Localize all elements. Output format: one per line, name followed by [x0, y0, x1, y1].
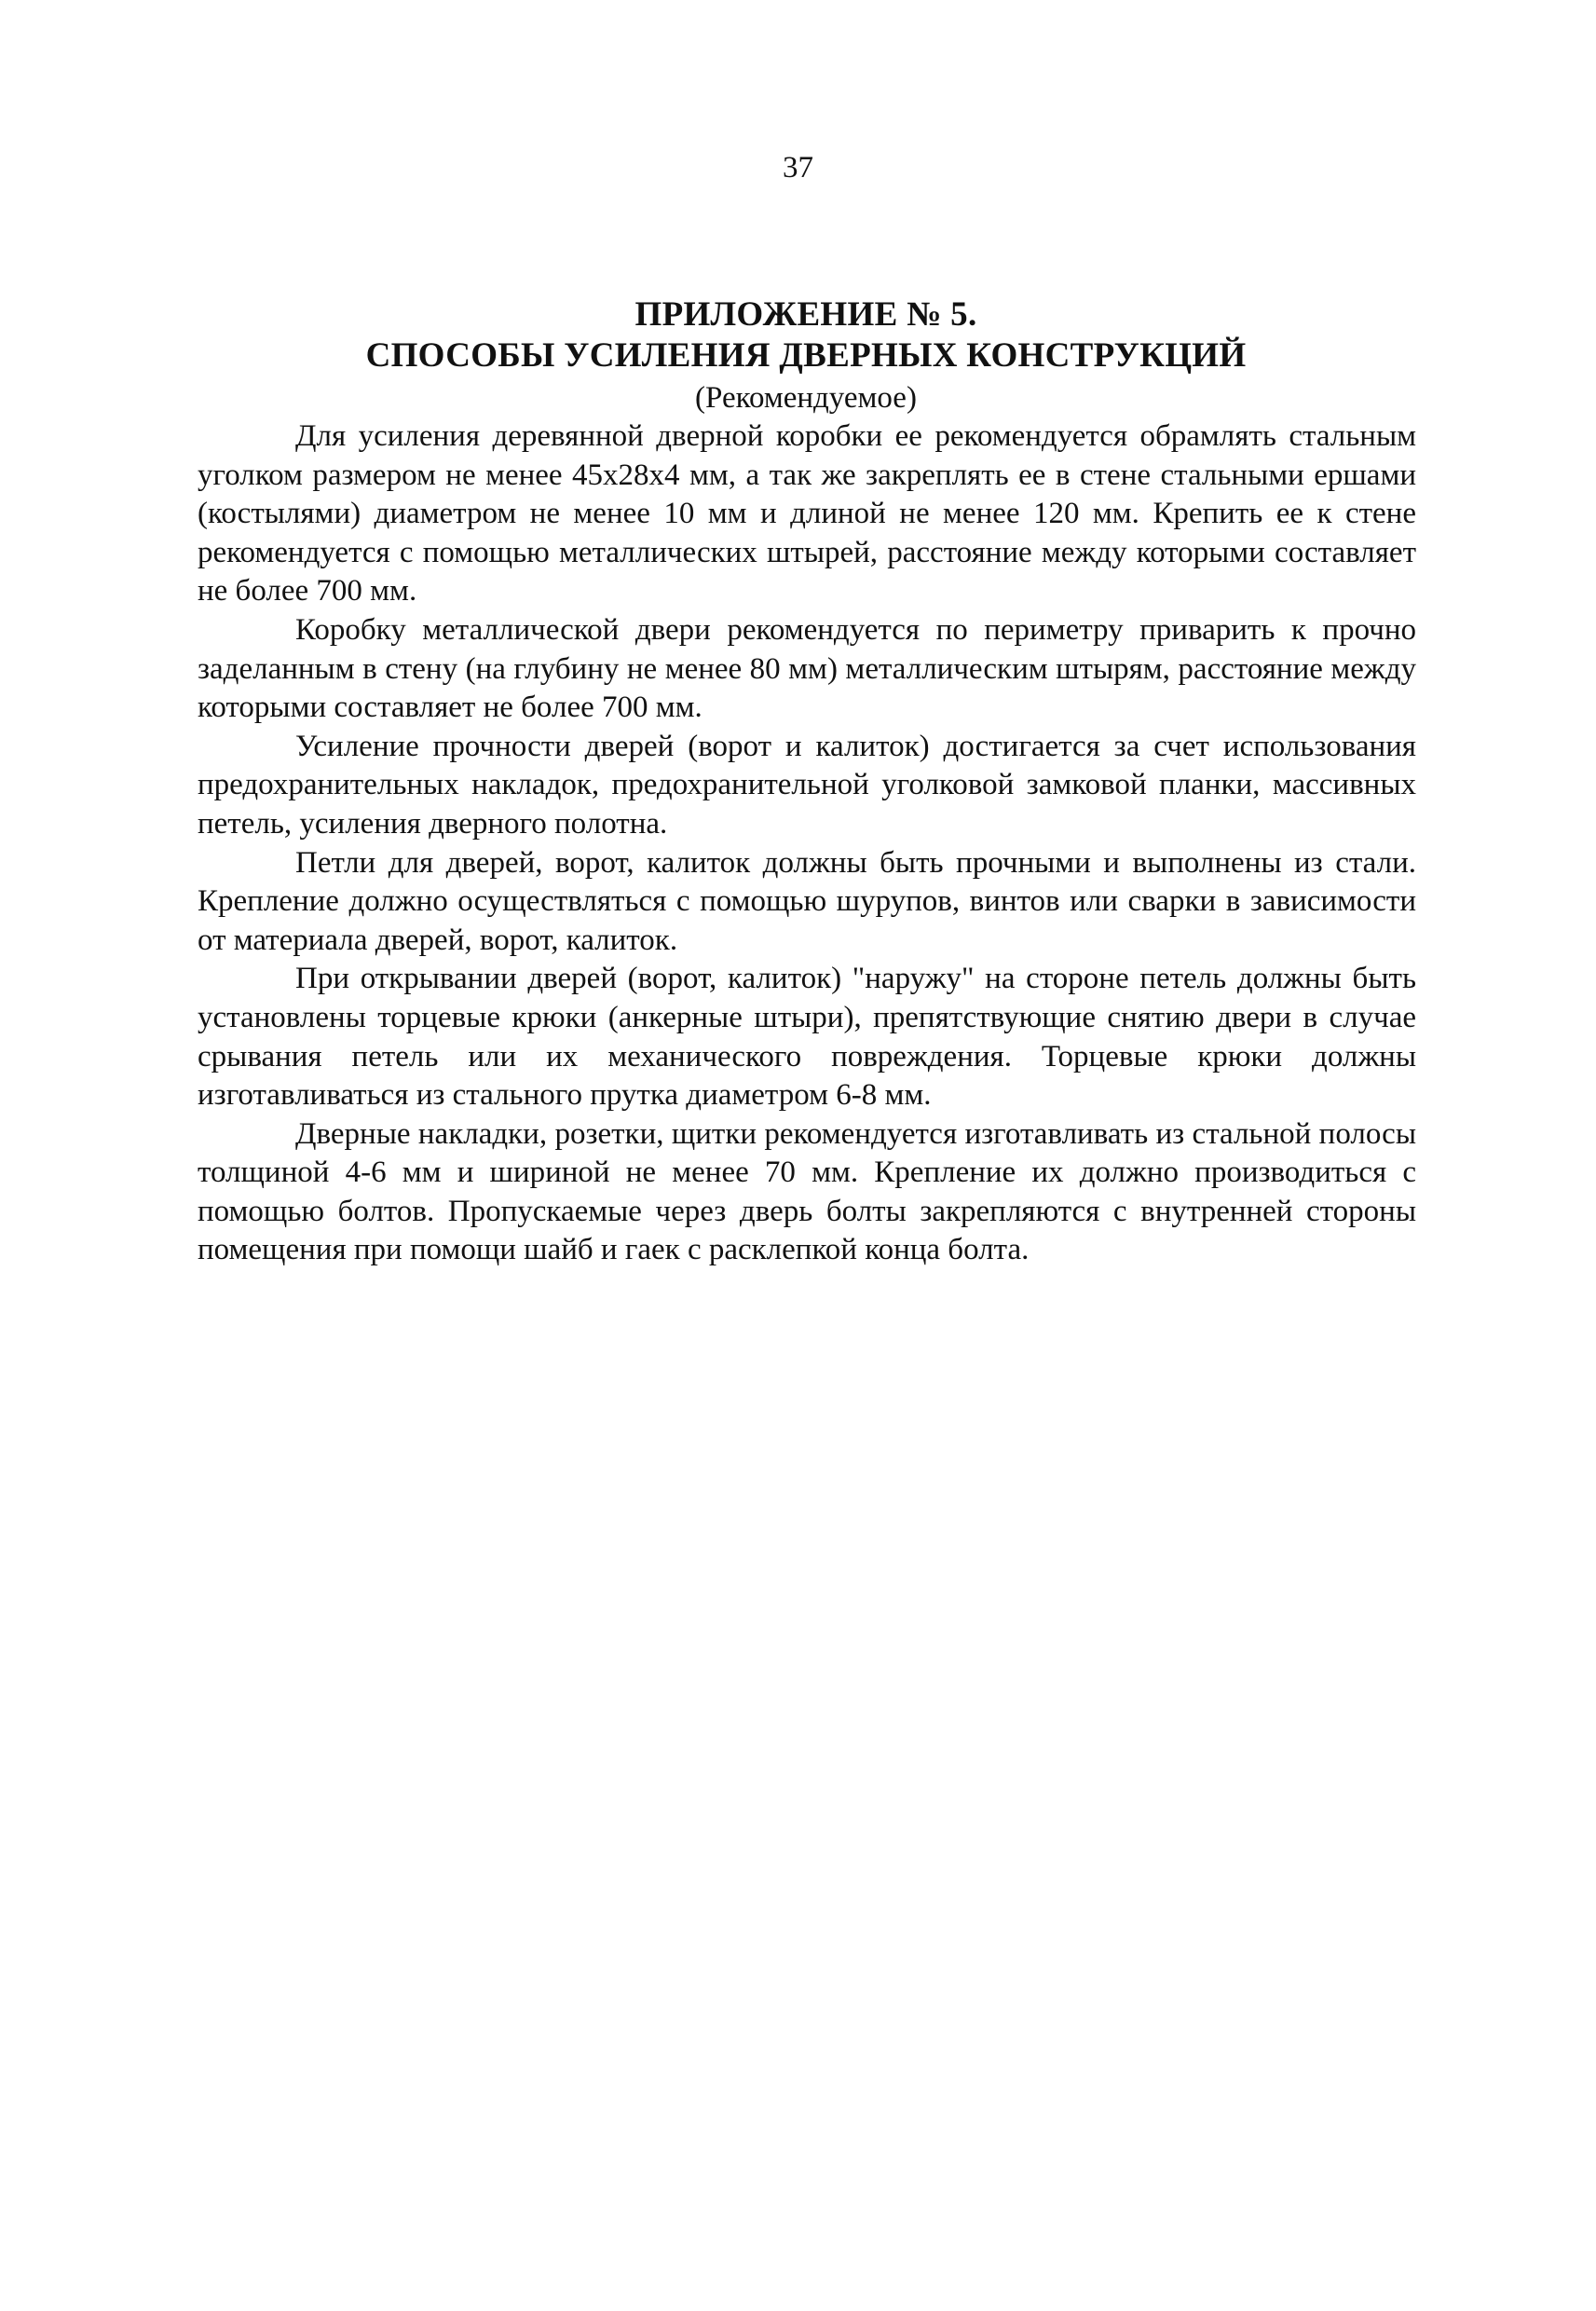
paragraph: Дверные накладки, розетки, щитки рекомендуется изготавливать из стальной полосы толщиной 4-6 мм и шириной не менее 70 мм. Крепление их должно производиться с помощью болтов. Пропускаемые через дверь болты закрепляются с внутренней стороны помещения при помощи шайб и гаек с расклепкой конца болта.: [198, 1116, 1416, 1267]
page-number: 37: [783, 151, 813, 185]
paragraph: При открывании дверей (ворот, калиток) "наружу" на стороне петель должны быть установлены торцевые крюки (анкерные штыри), препятствующие снятию двери в случае срывания петель или их механического повреждения. Торцевые крюки должны изготавливаться из стального прутка диаметром 6-8 мм.: [198, 962, 1416, 1113]
appendix-heading: [196, 294, 1416, 417]
appendix-title: ПРИЛОЖЕНИЕ № 5.: [634, 295, 977, 334]
paragraph: Петли для дверей, ворот, калиток должны быть прочными и выполнены из стали. Крепление должно осуществляться с помощью шурупов, винтов или сварки в зависимости от материала дверей, ворот, калиток.: [198, 845, 1416, 957]
paragraph: Усиление прочности дверей (ворот и калиток) достигается за счет использования предохранительных накладок, предохранительной уголковой замковой планки, массивных петель, усиления дверного полотна.: [198, 729, 1416, 841]
body-text: [198, 417, 1416, 1270]
appendix-subject: СПОСОБЫ УСИЛЕНИЯ ДВЕРНЫХ КОНСТРУКЦИЙ: [365, 336, 1247, 375]
appendix-status: (Рекомендуемое): [695, 381, 917, 415]
paragraph: Для усиления деревянной дверной коробки ее рекомендуется обрамлять стальным уголком размером не менее 45x28x4 мм, а так же закреплять ее в стене стальными ершами (костылями) диаметром не менее 10 мм и длиной не менее 120 мм. Крепить ее к стене рекомендуется с помощью металлических штырей, расстояние между которыми составляет не более 700 мм.: [198, 419, 1416, 609]
paragraph: Коробку металлической двери рекомендуется по периметру приварить к прочно заделанным в стену (на глубину не менее 80 мм) металлическим штырям, расстояние между которыми составляет не более 700 мм.: [198, 612, 1416, 725]
